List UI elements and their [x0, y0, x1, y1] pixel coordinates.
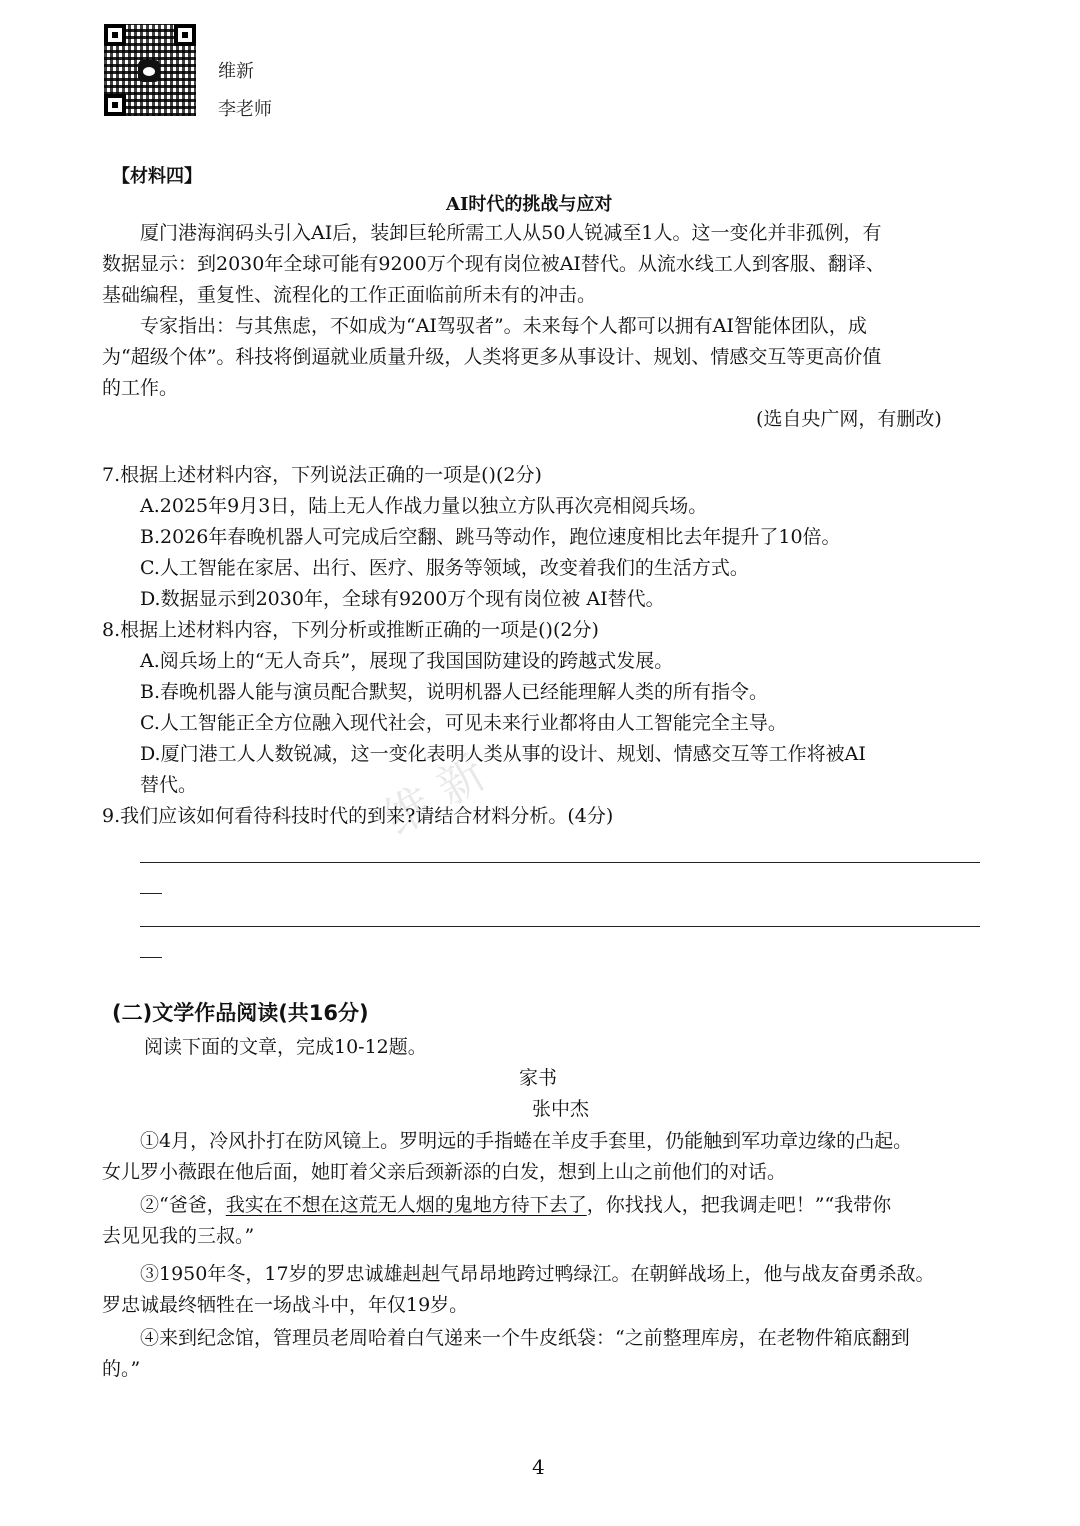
answer-line-1-tail — [140, 893, 162, 894]
answer-line-2-tail — [140, 957, 162, 958]
material-line-6: 的工作。 — [102, 377, 179, 399]
paragraph-1-line-1: ①4月，冷风扑打在防风镜上。罗明远的手指蜷在羊皮手套里，仍能触到军功章边缘的凸起。 — [140, 1130, 913, 1152]
q7-option-c: C.人工智能在家居、出行、医疗、服务等领域，改变着我们的生活方式。 — [140, 557, 749, 579]
material-line-5: 为“超级个体”。科技将倒逼就业质量升级，人类将更多从事设计、规划、情感交互等更高价值 — [102, 346, 882, 368]
q8-option-d-line1: D.厦门港工人人数锐减，这一变化表明人类从事的设计、规划、情感交互等工作将被AI — [140, 743, 866, 765]
paragraph-4-line-1: ④来到纪念馆，管理员老周哈着白气递来一个牛皮纸袋：“之前整理库房，在老物件箱底翻到 — [140, 1327, 910, 1349]
paragraph-1-line-2: 女儿罗小薇跟在他后面，她盯着父亲后颈新添的白发，想到上山之前他们的对话。 — [102, 1161, 787, 1183]
paragraph-3-line-1: ③1950年冬，17岁的罗忠诚雄赳赳气昂昂地跨过鸭绿江。在朝鲜战场上，他与战友奋勇杀敌。 — [140, 1263, 935, 1285]
contact-line-2: 李老师 — [218, 99, 272, 120]
section-instruction: 阅读下面的文章，完成10-12题。 — [144, 1036, 427, 1058]
material-label: 【材料四】 — [112, 166, 202, 187]
paragraph-4-line-2: 的。” — [102, 1358, 141, 1380]
watermark: 维 新 — [375, 745, 495, 846]
q8-option-d-line2: 替代。 — [140, 774, 198, 796]
story-title: 家书 — [519, 1067, 558, 1089]
page-number: 4 — [532, 1455, 545, 1479]
q7-option-d: D.数据显示到2030年，全球有9200万个现有岗位被 AI替代。 — [140, 588, 665, 610]
material-source: (选自央广网，有删改) — [756, 408, 942, 430]
material-line-2: 数据显示：到2030年全球可能有9200万个现有岗位被AI替代。从流水线工人到客服、翻译、 — [102, 253, 885, 275]
material-line-4: 专家指出：与其焦虑，不如成为“AI驾驭者”。未来每个人都可以拥有AI智能体团队，成 — [140, 315, 867, 337]
contact-line-1: 维新 — [218, 61, 254, 82]
material-line-1: 厦门港海润码头引入AI后，装卸巨轮所需工人从50人锐减至1人。这一变化并非孤例，有 — [140, 222, 882, 244]
q8-option-b: B.春晚机器人能与演员配合默契，说明机器人已经能理解人类的所有指令。 — [140, 681, 769, 703]
answer-line-2[interactable] — [140, 926, 980, 927]
q8-option-a: A.阅兵场上的“无人奇兵”，展现了我国国防建设的跨越式发展。 — [140, 650, 674, 672]
material-title: AI时代的挑战与应对 — [446, 194, 613, 215]
paragraph-2-line-1 — [140, 1190, 891, 1221]
qr-finder-top-right — [174, 24, 196, 46]
paragraph-2-prefix: ②“爸爸， — [140, 1194, 226, 1216]
answer-line-1[interactable] — [140, 862, 980, 863]
paragraph-2-line-2: 去见见我的三叔。” — [102, 1225, 255, 1247]
q7-stem: 7.根据上述材料内容，下列说法正确的一项是()(2分) — [102, 464, 542, 486]
qr-finder-bottom-left — [104, 94, 126, 116]
paragraph-2-underlined: 我实在不想在这荒无人烟的鬼地方待下去了 — [225, 1194, 587, 1216]
story-author: 张中杰 — [532, 1098, 590, 1120]
material-line-3: 基础编程，重复性、流程化的工作正面临前所未有的冲击。 — [102, 284, 597, 306]
q7-option-a: A.2025年9月3日，陆上无人作战力量以独立方队再次亮相阅兵场。 — [140, 495, 708, 517]
paragraph-2-suffix: ，你找找人，把我调走吧！”“我带你 — [586, 1194, 892, 1216]
wechat-icon — [138, 60, 160, 82]
q8-option-c: C.人工智能正全方位融入现代社会，可见未来行业都将由人工智能完全主导。 — [140, 712, 787, 734]
q7-option-b: B.2026年春晚机器人可完成后空翻、跳马等动作，跑位速度相比去年提升了10倍。 — [140, 526, 841, 548]
q8-stem: 8.根据上述材料内容，下列分析或推断正确的一项是()(2分) — [102, 619, 599, 641]
qr-finder-top-left — [104, 24, 126, 46]
paragraph-3-line-2: 罗忠诚最终牺牲在一场战斗中，年仅19岁。 — [102, 1294, 469, 1316]
section-heading: (二)文学作品阅读(共16分) — [112, 1001, 369, 1025]
q9-stem: 9.我们应该如何看待科技时代的到来?请结合材料分析。(4分) — [102, 805, 614, 827]
